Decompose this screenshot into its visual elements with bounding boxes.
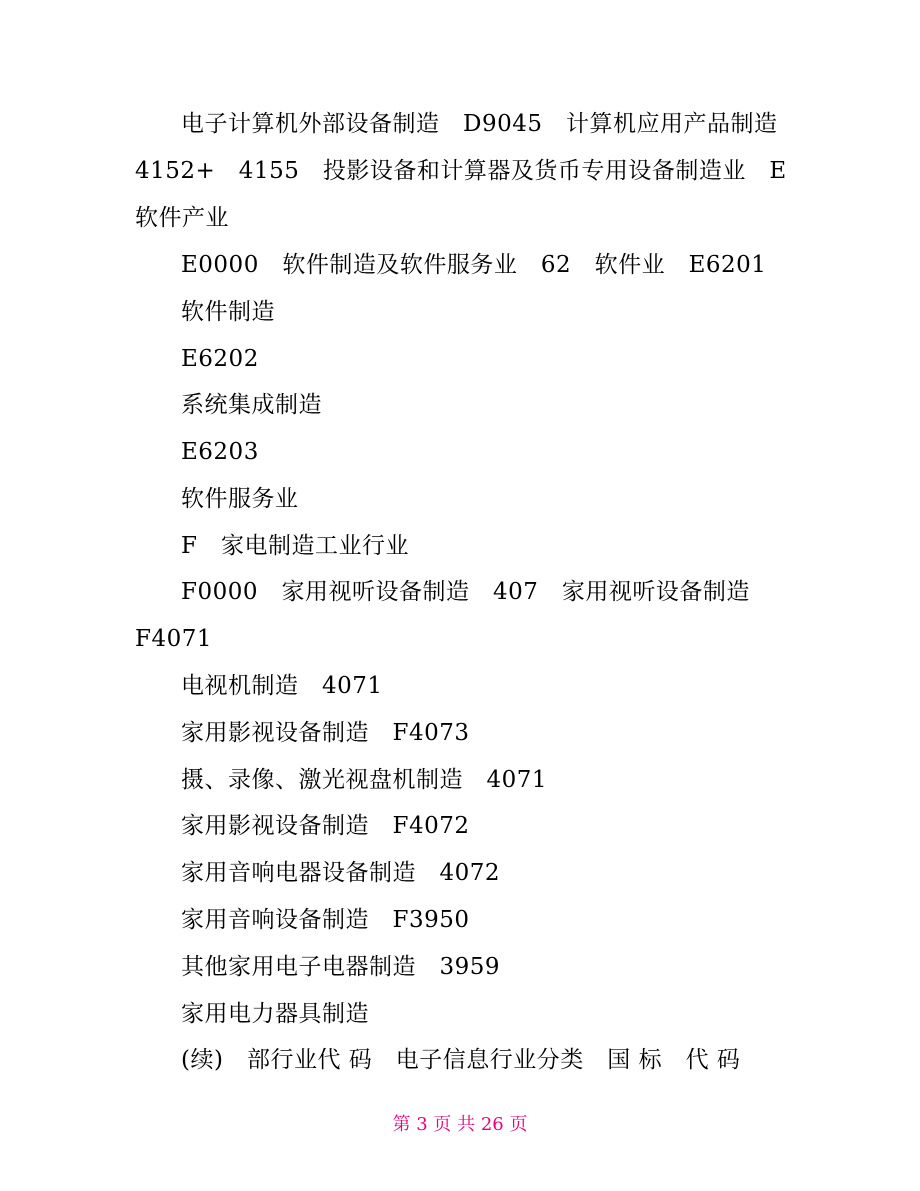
text-line: F0000 家用视听设备制造 407 家用视听设备制造 — [181, 579, 750, 605]
text-line: 家用影视设备制造 F4072 — [181, 813, 470, 839]
text-line: 软件服务业 — [181, 486, 299, 512]
text-line: 系统集成制造 — [181, 392, 322, 418]
page-number-footer: 第 3 页 共 26 页 — [392, 1114, 528, 1135]
text-line: 软件制造 — [181, 299, 275, 325]
text-line: 摄、录像、激光视盘机制造 4071 — [181, 767, 548, 793]
text-line: 家用音响电器设备制造 4072 — [181, 860, 501, 886]
text-line: 家用电力器具制造 — [181, 1001, 369, 1027]
text-line: E0000 软件制造及软件服务业 62 软件业 E6201 — [181, 252, 767, 278]
text-line: 其他家用电子电器制造 3959 — [181, 954, 501, 980]
text-line: 4152+ 4155 投影设备和计算器及货币专用设备制造业 E — [135, 158, 787, 184]
text-line: 家用影视设备制造 F4073 — [181, 720, 470, 746]
text-line: 电子计算机外部设备制造 D9045 计算机应用产品制造 — [181, 111, 778, 137]
text-line: F 家电制造工业行业 — [181, 533, 409, 559]
text-line: (续) 部行业代 码 电子信息行业分类 国 标 代 码 — [181, 1047, 741, 1073]
text-line: 家用音响设备制造 F3950 — [181, 907, 470, 933]
text-line: E6202 — [181, 346, 259, 372]
text-line: E6203 — [181, 439, 259, 465]
text-line: 电视机制造 4071 — [181, 673, 383, 699]
text-line: F4071 — [135, 626, 212, 652]
text-line: 软件产业 — [135, 205, 229, 231]
